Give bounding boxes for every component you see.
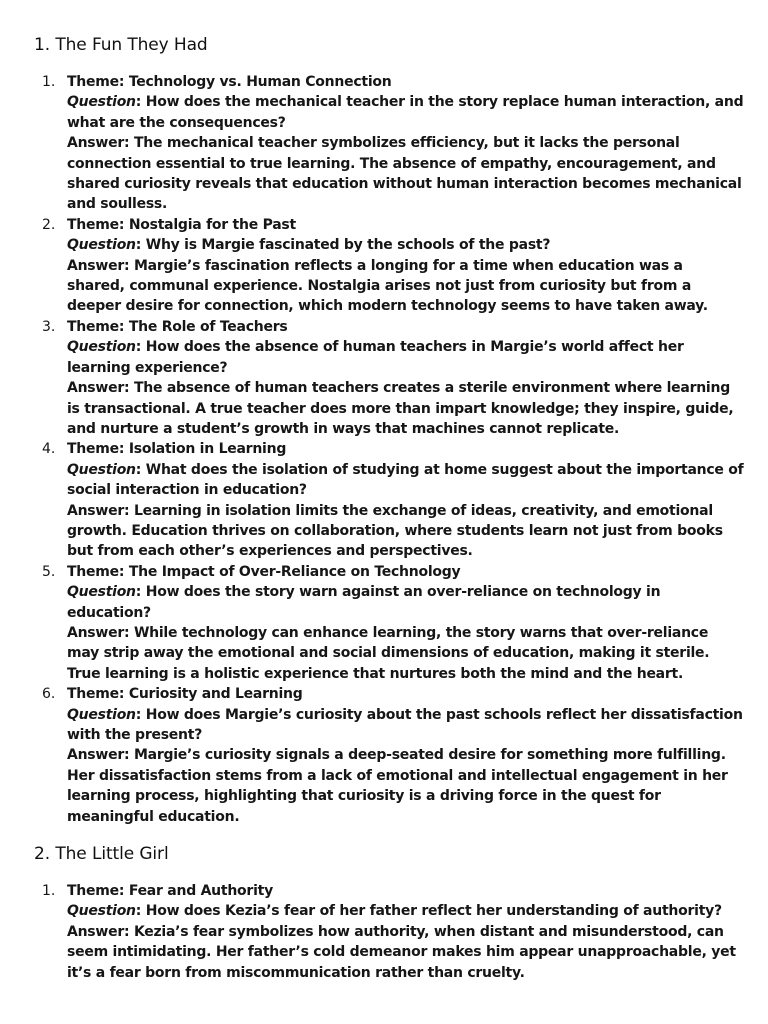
theme-list xyxy=(0,72,768,827)
question-text: : How does Margie’s curiosity about the past schools reflect her dissatisfaction with the present? xyxy=(67,706,743,743)
theme-heading: Theme: Isolation in Learning xyxy=(67,441,287,458)
theme-heading: Theme: Fear and Authority xyxy=(67,883,273,899)
question-line xyxy=(67,235,744,255)
question-text: : Why is Margie fascinated by the schools of the past? xyxy=(135,237,551,254)
question-line xyxy=(67,705,744,746)
item-number: 6. xyxy=(42,686,56,703)
question-line xyxy=(67,901,744,921)
question-label: Question xyxy=(67,94,136,111)
list-item xyxy=(0,562,768,684)
item-number: 2. xyxy=(42,216,56,233)
section-title: 2. The Little Girl xyxy=(34,844,169,864)
theme-heading: Theme: The Role of Teachers xyxy=(67,318,288,335)
list-item xyxy=(0,439,768,561)
question-label: Question xyxy=(67,903,136,920)
answer-text: Answer: While technology can enhance learning, the story warns that over-reliance may strip away the emotional and social dimensions of education, making it sterile. True learning is a holistic experience that nurtures both the mind and the heart. xyxy=(67,624,710,682)
question-label: Question xyxy=(67,339,136,356)
theme-heading: Theme: Technology vs. Human Connection xyxy=(67,74,392,90)
answer-text: Answer: The absence of human teachers creates a sterile environment where learning is transactional. A true teacher does more than impart knowledge; they inspire, guide, and nurture a student’s growth in ways that machines cannot replicate. xyxy=(67,380,734,437)
item-number: 3. xyxy=(42,318,56,335)
question-line xyxy=(67,582,744,623)
item-number: 1. xyxy=(42,74,56,90)
list-item xyxy=(0,881,768,983)
question-text: : How does the absence of human teachers in Margie’s world affect her learning experience? xyxy=(67,339,684,376)
question-label: Question xyxy=(67,461,136,478)
answer-text: Answer: Learning in isolation limits the exchange of ideas, creativity, and emotional growth. Education thrives on collaboration, where students learn not just from books but from each other’s experiences and perspectives. xyxy=(67,502,723,560)
list-item xyxy=(0,317,768,439)
list-item xyxy=(0,215,768,317)
question-text: : How does the story warn against an over-reliance on technology in education? xyxy=(67,584,661,621)
section-title: 1. The Fun They Had xyxy=(34,35,208,55)
question-line xyxy=(67,92,744,133)
list-item xyxy=(0,684,768,827)
question-label: Question xyxy=(67,237,136,254)
answer-text: Answer: Kezia’s fear symbolizes how authority, when distant and misunderstood, can seem intimidating. Her father’s cold demeanor makes him appear unapproachable, yet it’s a fear born from miscommunication rather than cruelty. xyxy=(67,923,736,981)
question-text: : What does the isolation of studying at home suggest about the importance of social interaction in education? xyxy=(67,461,744,499)
answer-text: Answer: Margie’s fascination reflects a longing for a time when education was a shared, communal experience. Nostalgia arises not just from curiosity but from a deeper desire for connection, which modern technology seems to have taken away. xyxy=(67,257,708,315)
answer-text: Answer: Margie’s curiosity signals a deep-seated desire for something more fulfilling. Her dissatisfaction stems from a lack of emotional and intellectual engagement in her learning process, highlighting that curiosity is a driving force in the quest for meaningful education. xyxy=(67,747,728,825)
theme-list xyxy=(0,881,768,983)
theme-heading: Theme: The Impact of Over-Reliance on Technology xyxy=(67,563,461,580)
question-text: : How does Kezia’s fear of her father reflect her understanding of authority? xyxy=(135,903,722,920)
question-line xyxy=(67,460,744,501)
item-number: 4. xyxy=(42,441,56,458)
answer-text: Answer: The mechanical teacher symbolizes efficiency, but it lacks the personal connection essential to true learning. The absence of empathy, encouragement, and shared curiosity reveals that education without human interaction becomes mechanical and soulless. xyxy=(67,135,742,213)
question-line xyxy=(67,337,744,378)
list-item xyxy=(0,72,768,215)
theme-heading: Theme: Curiosity and Learning xyxy=(67,686,303,703)
question-text: : How does the mechanical teacher in the story replace human interaction, and what are the consequences? xyxy=(67,94,744,131)
question-label: Question xyxy=(67,706,136,723)
item-number: 5. xyxy=(42,563,56,580)
theme-heading: Theme: Nostalgia for the Past xyxy=(67,216,296,233)
question-label: Question xyxy=(67,584,136,601)
item-number: 1. xyxy=(42,883,56,899)
